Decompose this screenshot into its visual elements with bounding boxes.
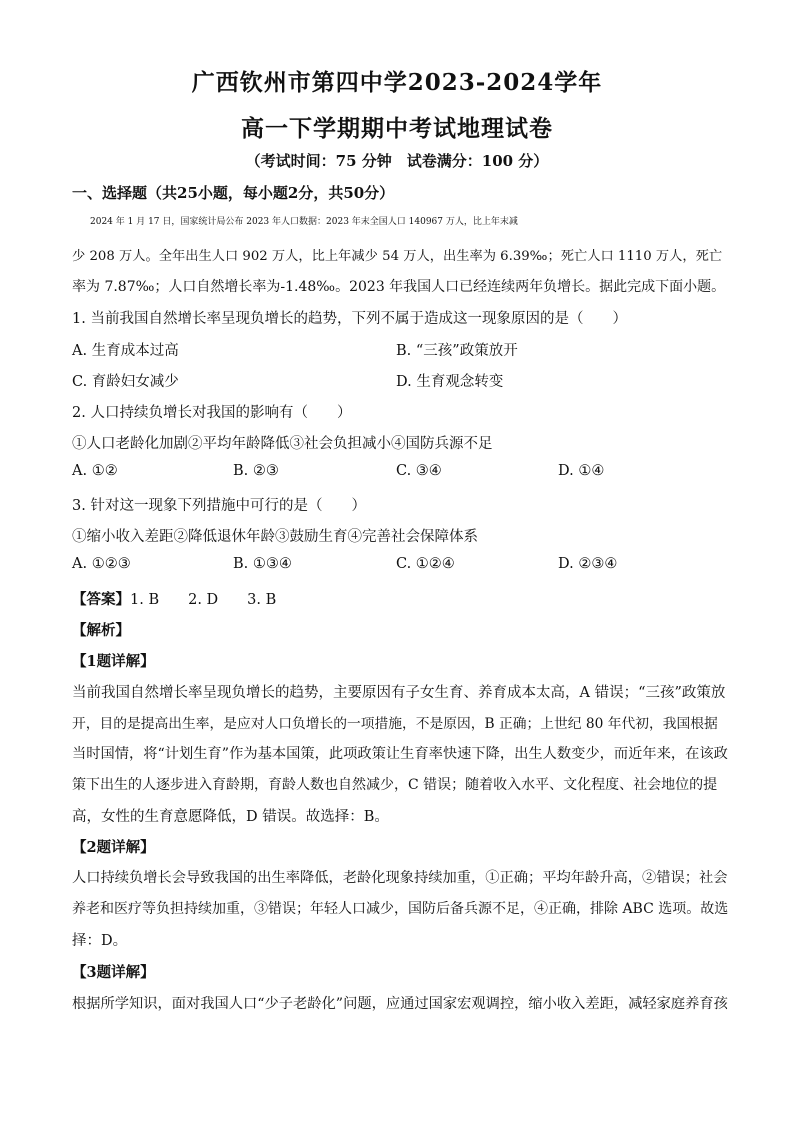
detail-1-line-1: 当前我国自然增长率呈现负增长的趋势，主要原因有子女生育、养育成本太高，A 错误；“三孩”政策放 bbox=[72, 685, 726, 701]
detail-1-label: 【1题详解】 bbox=[72, 653, 155, 670]
answer-values: 1. B 2. D 3. B bbox=[130, 592, 277, 608]
answer-row bbox=[72, 588, 724, 609]
question-3-items: ①缩小收入差距②降低退休年龄③鼓励生育④完善社会保障体系 bbox=[72, 529, 478, 545]
exam-title-line1: 广西钦州市第四中学2023-2024学年 bbox=[191, 69, 603, 96]
question-2-option-d: D. ①④ bbox=[558, 463, 605, 479]
question-1-option-b: B. “三孩”政策放开 bbox=[396, 343, 518, 359]
detail-3-label: 【3题详解】 bbox=[72, 964, 155, 981]
question-2-option-b: B. ②③ bbox=[233, 463, 279, 479]
question-3-option-c: C. ①②④ bbox=[396, 556, 455, 572]
material-line-3: 率为 7.87‰；人口自然增长率为-1.48‰。2023 年我国人口已经连续两年负增长。据此完成下面小题。 bbox=[72, 279, 726, 295]
exam-info: （考试时间：75 分钟 试卷满分：100 分） bbox=[245, 152, 549, 170]
detail-2-line-1: 人口持续负增长会导致我国的出生率降低，老龄化现象持续加重，①正确；平均年龄升高，②错误；社会 bbox=[72, 870, 728, 886]
question-1-option-d: D. 生育观念转变 bbox=[396, 374, 504, 390]
detail-1-line-4: 策下出生的人逐步进入育龄期，育龄人数也自然减少，C 错误；随着收入水平、文化程度、社会地位的提 bbox=[72, 777, 718, 793]
detail-2-line-3: 择：D。 bbox=[72, 933, 128, 949]
question-2-option-a: A. ①② bbox=[72, 463, 118, 479]
detail-1-line-3: 当时国情，将“计划生育”作为基本国策，此项政策让生育率快速下降，出生人数变少，而近年来，在该政 bbox=[72, 746, 728, 762]
detail-1-line-2: 开，目的是提高出生率，是应对人口负增长的一项措施，不是原因，B 正确；上世纪 80 年代初，我国根据 bbox=[72, 716, 718, 732]
question-2-items: ①人口老龄化加剧②平均年龄降低③社会负担减小④国防兵源不足 bbox=[72, 436, 493, 452]
section-heading: 一、选择题（共25小题，每小题2分，共50分） bbox=[72, 184, 395, 202]
question-3-option-b: B. ①③④ bbox=[233, 556, 292, 572]
question-3-option-a: A. ①②③ bbox=[72, 556, 131, 572]
material-line-1: 2024 年 1 月 17 日，国家统计局公布 2023 年人口数据：2023 年末全国人口 140967 万人，比上年末减 bbox=[90, 217, 518, 227]
material-line-2: 少 208 万人。全年出生人口 902 万人，比上年减少 54 万人，出生率为 6.39‰；死亡人口 1110 万人，死亡 bbox=[72, 249, 723, 264]
question-2-stem: 2. 人口持续负增长对我国的影响有（ ） bbox=[72, 405, 352, 421]
analysis-label: 【解析】 bbox=[72, 622, 130, 639]
exam-title-line2: 高一下学期期中考试地理试卷 bbox=[241, 115, 553, 142]
question-2-option-c: C. ③④ bbox=[396, 463, 442, 479]
detail-2-line-2: 养老和医疗等负担持续加重，③错误；年轻人口减少，国防后备兵源不足，④正确，排除 ABC 选项。故选 bbox=[72, 901, 729, 917]
question-1-stem: 1. 当前我国自然增长率呈现负增长的趋势，下列不属于造成这一现象原因的是（ ） bbox=[72, 311, 627, 327]
detail-2-label: 【2题详解】 bbox=[72, 839, 155, 856]
detail-1-line-5: 高，女性的生育意愿降低，D 错误。故选择：B。 bbox=[72, 809, 389, 825]
question-1-option-c: C. 育龄妇女减少 bbox=[72, 374, 179, 390]
question-3-stem: 3. 针对这一现象下列措施中可行的是（ ） bbox=[72, 498, 366, 514]
detail-3-line-1: 根据所学知识，面对我国人口“少子老龄化”问题，应通过国家宏观调控，缩小收入差距，减轻家庭养育孩 bbox=[72, 996, 728, 1012]
answer-label: 【答案】 bbox=[72, 591, 130, 608]
question-1-option-a: A. 生育成本过高 bbox=[72, 343, 179, 359]
question-3-option-d: D. ②③④ bbox=[558, 556, 618, 572]
